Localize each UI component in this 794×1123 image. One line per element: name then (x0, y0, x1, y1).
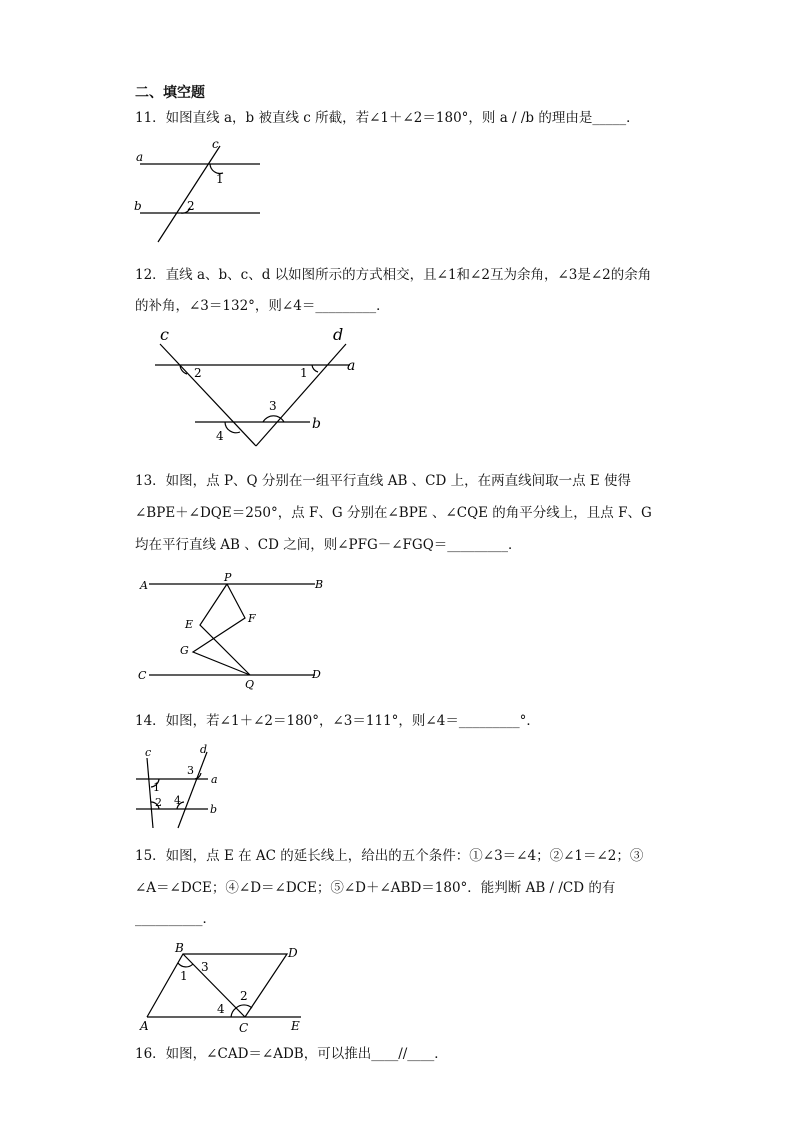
q15-label-C: C (239, 1021, 249, 1035)
q11-figure (130, 138, 270, 248)
section-title: 二、填空题 (135, 85, 205, 101)
q15-angle2-arc (236, 1005, 252, 1008)
q14-label-4: 4 (174, 794, 181, 807)
q13-path-PFGQ (193, 584, 250, 675)
q12-line2: 的补角，∠3＝132°，则∠4＝_________． (135, 298, 390, 314)
q11-label-2: 2 (187, 199, 195, 213)
q13-label-E: E (185, 618, 194, 631)
q12-line-d (256, 344, 346, 446)
q13-figure (135, 570, 335, 690)
q15-label-D: D (288, 946, 298, 960)
q14-label-c: c (145, 746, 152, 759)
q11-text: 11．如图直线 a，b 被直线 c 所截，若∠1＋∠2＝180°，则 a / /b 的理由是_____． (135, 110, 640, 126)
q15-label-2: 2 (240, 989, 248, 1003)
q15-line2: ∠A＝∠DCE；④∠D＝∠DCE；⑤∠D＋∠ABD＝180°．能判断 AB / /CD 的有 (135, 880, 616, 896)
q12-label-4: 4 (216, 429, 224, 443)
q15-label-1: 1 (180, 969, 188, 983)
q12-label-d: d (333, 325, 344, 344)
q12-label-c: c (160, 325, 169, 344)
q15-line3: __________． (135, 911, 216, 927)
q12-line-c (160, 344, 256, 446)
q12-label-2: 2 (194, 366, 202, 380)
q11-line-c (158, 146, 220, 242)
q15-label-E: E (291, 1019, 300, 1033)
q12-label-1: 1 (300, 366, 308, 380)
q13-label-B: B (315, 578, 324, 591)
q14-label-3: 3 (187, 764, 194, 777)
q12-figure (150, 322, 370, 452)
q11-label-a: a (136, 150, 144, 164)
q12-line1: 12．直线 a、b、c、d 以如图所示的方式相交，且∠1和∠2互为余角，∠3是∠2的余角 (135, 267, 652, 283)
q14-text: 14．如图，若∠1＋∠2＝180°，∠3＝111°，则∠4＝_________°． (135, 713, 540, 729)
q13-path-PEQ (200, 584, 250, 675)
q15-angle1-3-arc (178, 963, 193, 967)
q14-label-d: d (200, 743, 208, 756)
q14-label-1: 1 (153, 781, 160, 794)
q14-label-a: a (211, 773, 218, 786)
q12-angle1-arc (312, 365, 318, 372)
q14-figure (133, 742, 233, 832)
q13-label-C: C (138, 669, 147, 682)
q15-angle4-arc (231, 1008, 236, 1017)
q12-label-a: a (347, 358, 356, 374)
q13-line2: ∠BPE＋∠DQE＝250°，点 F、G 分别在∠BPE 、∠CQE 的角平分线上，且点 F、G (135, 505, 652, 521)
q13-label-P: P (224, 571, 232, 584)
q11-label-1: 1 (216, 172, 224, 186)
q15-line1: 15．如图，点 E 在 AC 的延长线上，给出的五个条件：①∠3＝∠4；②∠1＝∠2；③ (135, 848, 644, 864)
q16-text: 16．如图，∠CAD＝∠ADB，可以推出____//____． (135, 1046, 448, 1062)
q12-label-3: 3 (269, 399, 277, 413)
q11-label-b: b (134, 199, 142, 213)
q15-label-A: A (140, 1019, 149, 1033)
q13-label-D: D (312, 668, 321, 681)
q14-label-b: b (210, 803, 218, 816)
q15-label-4: 4 (217, 1002, 225, 1016)
q11-label-c: c (212, 137, 219, 151)
q13-label-F: F (248, 612, 256, 625)
q15-label-B: B (175, 941, 184, 955)
q12-label-b: b (312, 416, 321, 432)
q13-line3: 均在平行直线 AB 、CD 之间，则∠PFG－∠FGQ＝_________． (135, 537, 522, 553)
q13-line1: 13．如图，点 P、Q 分别在一组平行直线 AB 、CD 上，在两直线间取一点 E 使得 (135, 473, 632, 489)
q12-angle3-arc (263, 416, 284, 422)
q15-figure (135, 940, 315, 1040)
q13-label-A: A (140, 579, 148, 592)
q13-label-Q: Q (245, 678, 255, 691)
q14-label-2: 2 (155, 796, 162, 809)
q13-label-G: G (180, 644, 189, 657)
q15-label-3: 3 (201, 960, 209, 974)
